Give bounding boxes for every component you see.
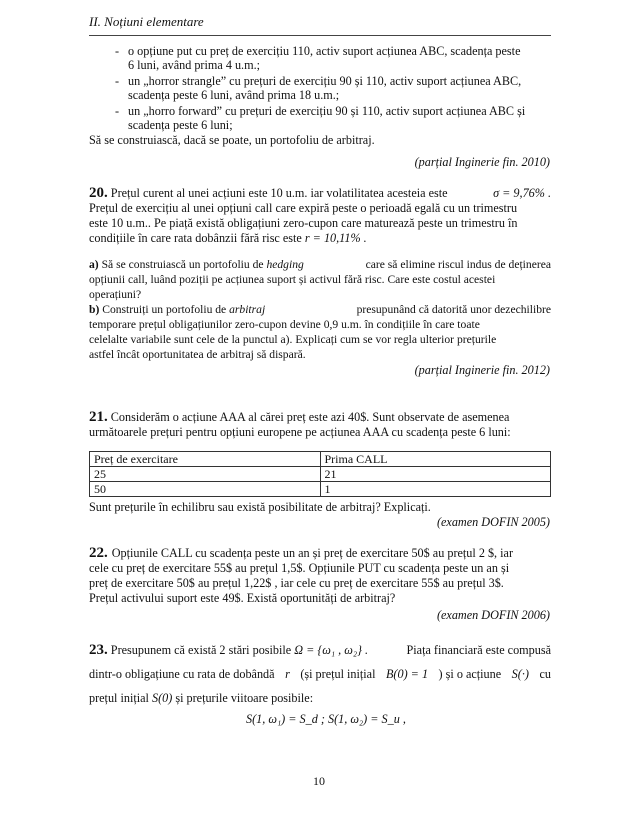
source-citation: (examen DOFIN 2006) (436, 608, 550, 622)
problem-number: 21. (89, 409, 108, 425)
bullet-dash: - (115, 44, 120, 58)
problem-number: 20. (89, 185, 108, 201)
bullet-dash: - (115, 74, 120, 88)
sigma-formula: σ = 9,76% . (493, 186, 551, 200)
problem-22: 22. Opțiunile CALL cu scadența peste un an și preț de exercitare 50$ au prețul 2 $, iar cele cu preț de exercitare 55$ au prețul 1,5$. Opțiunile PUT cu scadența peste un an și preț de exercitare 50$ au prețul 1,22$ , iar cele cu preț de exercitare 55$ au prețul 3$. Prețul activului suport este 49$. Există oportunități de arbitraj? (89, 545, 514, 605)
table-row (90, 482, 551, 497)
table-cell: 25 (90, 467, 321, 482)
problem-20-part-b: b) Construiți un portofoliu de arbitraj presupunând că datorită unor dezechilibre temporare prețul obligațiunilor zero-cupon devine 0,9 u.m. în condițiile în care toate celelalte variabile sunt cele de la punctul a). Explicați cum se vor regla ulterior prețurile astfel încât oportunitatea de arbitraj să dispară. (89, 303, 551, 361)
source-citation: (examen DOFIN 2005) (436, 515, 550, 529)
table-cell: 21 (320, 467, 551, 482)
bullet-dash: - (115, 104, 120, 118)
bullet-item-strangle: un „horror strangle” cu prețuri de exercițiu 90 și 110, activ suport acțiunea ABC, scadența peste 6 luni, având prima 18 u.m.; (128, 74, 522, 102)
intro-task: Să se construiască, dacă se poate, un portofoliu de arbitraj. (89, 133, 375, 147)
problem-number: 22. (89, 545, 108, 561)
page-number: 10 (313, 774, 325, 788)
table-header-row (90, 452, 551, 467)
problem-20-part-a: a) Să se construiască un portofoliu de hedging care să elimine riscul indus de deținerea opțiunii call, luând poziții pe acțiunea suport și activul fără risc. Care este costul acestei operațiuni? (89, 258, 551, 301)
s0-formula: S(0) (151, 691, 173, 705)
bullet-item-put: o opțiune put cu preț de exercițiu 110, activ suport acțiunea ABC, scadența peste 6 luni, având prima 4 u.m.; (128, 44, 521, 72)
header-rule (89, 35, 551, 36)
source-citation: (parțial Inginerie fin. 2010) (414, 155, 550, 169)
problem-21-question: Sunt prețurile în echilibru sau există posibilitate de arbitraj? Explicați. (89, 500, 431, 514)
table-cell: 1 (320, 482, 551, 497)
s-function: S(·) (511, 667, 529, 681)
rate-formula: r = 10,11% . (304, 231, 367, 245)
problem-23: 23. Presupunem că există 2 stări posibile Ω = {ω₁ , ω₂} . Piața financiară este compusă dintr-o obligațiune cu rata de dobândă r (și prețul inițial B(0) = 1 ) și o acțiune S(·) cu prețul inițial S(0) și prețurile viitoare posibile: (89, 642, 551, 705)
b0-formula: B(0) = 1 (385, 667, 429, 681)
omega-formula: Ω = {ω₁ , ω₂} . (294, 643, 369, 657)
bullet-item-forward: un „horro forward” cu prețuri de exercițiu 90 și 110, activ suport acțiunea ABC și scadența peste 6 luni; (128, 104, 526, 132)
table-cell: 50 (90, 482, 321, 497)
strike-price-table (89, 451, 551, 497)
table-row (90, 467, 551, 482)
problem-21: 21. Considerăm o acțiune AAA al cărei preț este azi 40$. Sunt observate de asemenea următoarele prețuri pentru opțiuni europene pe acțiunea AAA cu scadența peste 6 luni: (89, 409, 511, 439)
problem-number: 23. (89, 642, 108, 658)
future-prices-formula: S(1, ω₁) = S_d ; S(1, ω₂) = S_u , (246, 712, 406, 726)
table-header-cell: Preț de exercitare (90, 452, 321, 467)
source-citation: (parțial Inginerie fin. 2012) (414, 363, 550, 377)
table-header-cell: Prima CALL (320, 452, 551, 467)
running-header: II. Noțiuni elementare (89, 14, 204, 29)
problem-20: 20. Prețul curent al unei acțiuni este 10 u.m. iar volatilitatea acesteia este σ = 9,76% . Prețul de exercițiu al unei opțiuni call care expiră peste o perioadă egală cu un trimestru este 10 u.m.. Pe piață există obligațiuni zero-cupon care maturează peste un trimestru în condițiile în care rata dobânzii fără risc este r = 10,11% . (89, 185, 551, 245)
